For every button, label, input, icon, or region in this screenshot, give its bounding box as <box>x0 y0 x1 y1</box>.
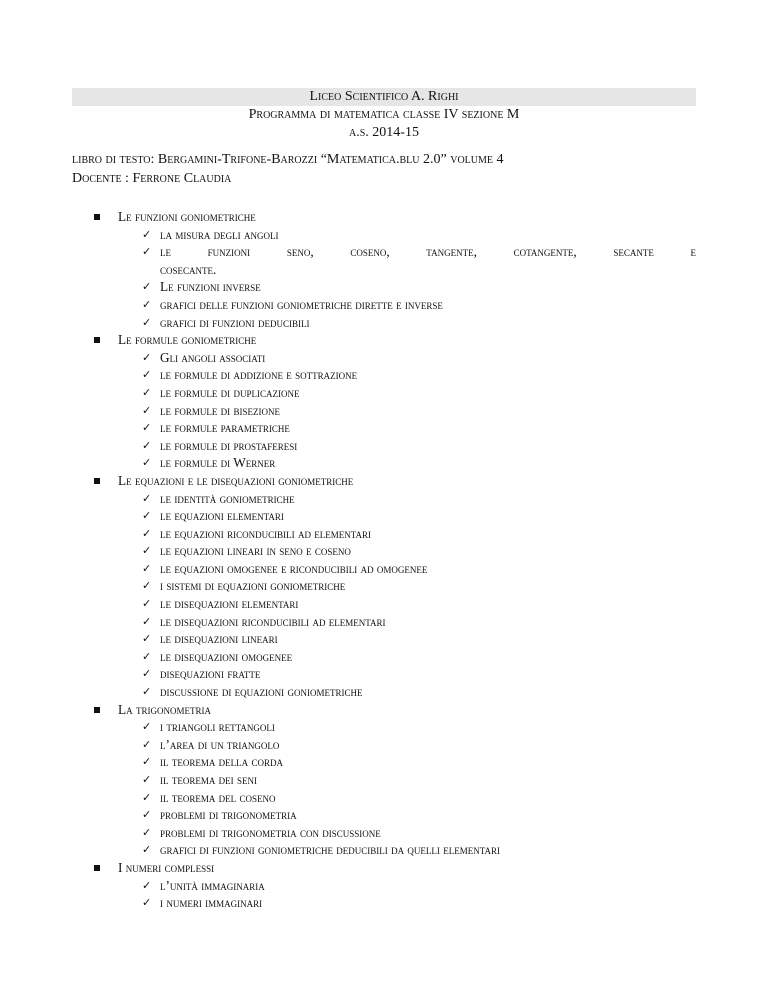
list-item-text: l’unità immaginaria <box>160 877 265 893</box>
checkmark-icon: ✓ <box>142 421 152 435</box>
list-item-text: cosecante. <box>160 261 217 277</box>
document-header <box>72 88 696 142</box>
square-bullet-icon <box>94 478 100 484</box>
list-item <box>72 525 696 543</box>
list-item-text: le equazioni lineari in seno e coseno <box>160 543 351 559</box>
checkmark-icon: ✓ <box>142 297 152 311</box>
checkmark-icon: ✓ <box>142 245 152 259</box>
square-bullet-icon <box>94 707 100 713</box>
list-item-text: i numeri immaginari <box>160 895 263 911</box>
checkmark-icon: ✓ <box>142 561 152 575</box>
list-item-text: le formule parametriche <box>160 420 290 436</box>
square-bullet-icon <box>94 214 100 220</box>
list-item <box>72 613 696 631</box>
list-item <box>72 454 696 472</box>
list-item <box>72 278 696 296</box>
list-item-text: le equazioni omogenee e riconducibili ad omogenee <box>160 560 428 576</box>
list-item-text: le formule di addizione e sottrazione <box>160 367 358 383</box>
topic-title: Le equazioni e le disequazioni goniometriche <box>118 472 354 488</box>
list-item <box>72 243 696 261</box>
list-item-text: l’area di un triangolo <box>160 736 280 752</box>
list-item-text: problemi di trigonometria <box>160 807 297 823</box>
checkmark-icon: ✓ <box>142 773 152 786</box>
list-item <box>72 683 696 701</box>
checkmark-icon: ✓ <box>142 685 152 699</box>
list-item <box>72 736 696 754</box>
list-item <box>72 507 696 525</box>
checkmark-icon: ✓ <box>142 720 152 734</box>
square-bullet-icon <box>94 865 100 871</box>
list-item-text: Le funzioni inverse <box>160 279 261 295</box>
list-item <box>72 789 696 807</box>
list-item-text: le disequazioni lineari <box>160 631 278 647</box>
topic-title: Le formule goniometriche <box>118 332 257 348</box>
list-item <box>72 226 696 244</box>
checkmark-icon: ✓ <box>142 385 152 399</box>
list-item <box>72 877 696 895</box>
list-item <box>72 894 696 912</box>
topic-title: I numeri complessi <box>118 859 215 875</box>
topic-heading <box>72 859 696 877</box>
checkmark-icon: ✓ <box>142 614 152 628</box>
topic-heading <box>72 472 696 490</box>
checkmark-icon: ✓ <box>142 755 152 769</box>
square-bullet-icon <box>94 337 100 343</box>
checkmark-icon: ✓ <box>142 808 152 822</box>
checkmark-icon: ✓ <box>142 632 152 646</box>
program-title: Programma di matematica classe IV sezione M <box>248 107 520 122</box>
list-item <box>72 314 696 332</box>
list-item-text: grafici di funzioni deducibili <box>160 314 310 330</box>
list-item <box>72 630 696 648</box>
checkmark-icon: ✓ <box>142 649 152 663</box>
list-item-text: la misura degli angoli <box>160 226 279 242</box>
list-item-text: grafici di funzioni goniometriche deducibili da quelli elementari <box>160 842 501 858</box>
list-item <box>72 648 696 666</box>
list-item-text: Gli angoli associati <box>160 349 266 365</box>
checkmark-icon: ✓ <box>142 544 152 558</box>
school-year: a.s. 2014-15 <box>349 125 419 140</box>
list-item-text: problemi di trigonometria con discussione <box>160 824 381 840</box>
list-item <box>72 577 696 595</box>
checkmark-icon: ✓ <box>142 843 152 857</box>
list-item-text: discussione di equazioni goniometriche <box>160 684 363 700</box>
list-item <box>72 665 696 683</box>
checkmark-icon: ✓ <box>142 368 152 382</box>
checkmark-icon: ✓ <box>142 227 152 241</box>
checkmark-icon: ✓ <box>142 878 152 892</box>
topic-title: Le funzioni goniometriche <box>118 209 256 224</box>
checkmark-icon: ✓ <box>142 597 152 611</box>
list-item <box>72 261 696 279</box>
list-item-text: le formule di Werner <box>160 455 276 471</box>
list-item <box>72 542 696 560</box>
list-item-text: le formule di bisezione <box>160 402 280 418</box>
topic-list <box>72 208 696 912</box>
school-name: Liceo Scientifico A. Righi <box>72 88 696 106</box>
list-item-text: il teorema della corda <box>160 754 283 770</box>
checkmark-icon: ✓ <box>142 456 152 470</box>
topic-heading <box>72 208 696 226</box>
list-item <box>72 402 696 420</box>
list-item-text: le disequazioni omogenee <box>160 648 293 664</box>
list-item <box>72 490 696 508</box>
list-item-text: le equazioni elementari <box>160 508 284 524</box>
list-item <box>72 806 696 824</box>
list-item <box>72 384 696 402</box>
list-item-text: le equazioni riconducibili ad elementari <box>160 525 372 541</box>
list-item-text: le disequazioni riconducibili ad elementari <box>160 613 386 629</box>
checkmark-icon: ✓ <box>142 896 152 910</box>
list-item-text: i sistemi di equazioni goniometriche <box>160 578 346 594</box>
list-item <box>72 824 696 842</box>
checkmark-icon: ✓ <box>142 825 152 839</box>
list-item <box>72 753 696 771</box>
checkmark-icon: ✓ <box>142 579 152 593</box>
list-item <box>72 437 696 455</box>
checkmark-icon: ✓ <box>142 315 152 329</box>
list-item-text: le identità goniometriche <box>160 490 295 506</box>
list-item <box>72 419 696 437</box>
topic-title: La trigonometria <box>118 701 211 717</box>
checkmark-icon: ✓ <box>142 280 152 294</box>
list-item-text: disequazioni fratte <box>160 666 261 682</box>
checkmark-icon: ✓ <box>142 491 152 505</box>
checkmark-icon: ✓ <box>142 509 152 523</box>
list-item <box>72 595 696 613</box>
checkmark-icon: ✓ <box>142 790 152 804</box>
textbook-line: libro di testo: Bergamini-Trifone-Barozzi “Matematica.blu 2.0” volume 4 <box>72 152 504 167</box>
topic-heading <box>72 331 696 349</box>
checkmark-icon: ✓ <box>142 350 152 364</box>
checkmark-icon: ✓ <box>142 403 152 417</box>
checkmark-icon: ✓ <box>142 667 152 681</box>
list-item-text: le formule di prostaferesi <box>160 437 298 453</box>
checkmark-icon: ✓ <box>142 526 152 540</box>
teacher-line: Docente : Ferrone Claudia <box>72 171 232 186</box>
list-item-text: le funzioni seno, coseno, tangente, cotangente, secante e <box>160 244 696 260</box>
topic-heading <box>72 701 696 719</box>
list-item <box>72 296 696 314</box>
list-item-text: le formule di duplicazione <box>160 384 300 400</box>
document-meta <box>72 150 696 188</box>
list-item <box>72 771 696 789</box>
list-item <box>72 560 696 578</box>
list-item-text: il teorema del coseno <box>160 789 276 805</box>
list-item <box>72 366 696 384</box>
list-item-text: i triangoli rettangoli <box>160 719 275 735</box>
list-item-text: grafici delle funzioni goniometriche dirette e inverse <box>160 296 443 312</box>
list-item <box>72 349 696 367</box>
checkmark-icon: ✓ <box>142 737 152 751</box>
list-item-text: il teorema dei seni <box>160 772 257 787</box>
list-item <box>72 718 696 736</box>
list-item-text: le disequazioni elementari <box>160 596 299 612</box>
list-item <box>72 841 696 859</box>
checkmark-icon: ✓ <box>142 438 152 452</box>
